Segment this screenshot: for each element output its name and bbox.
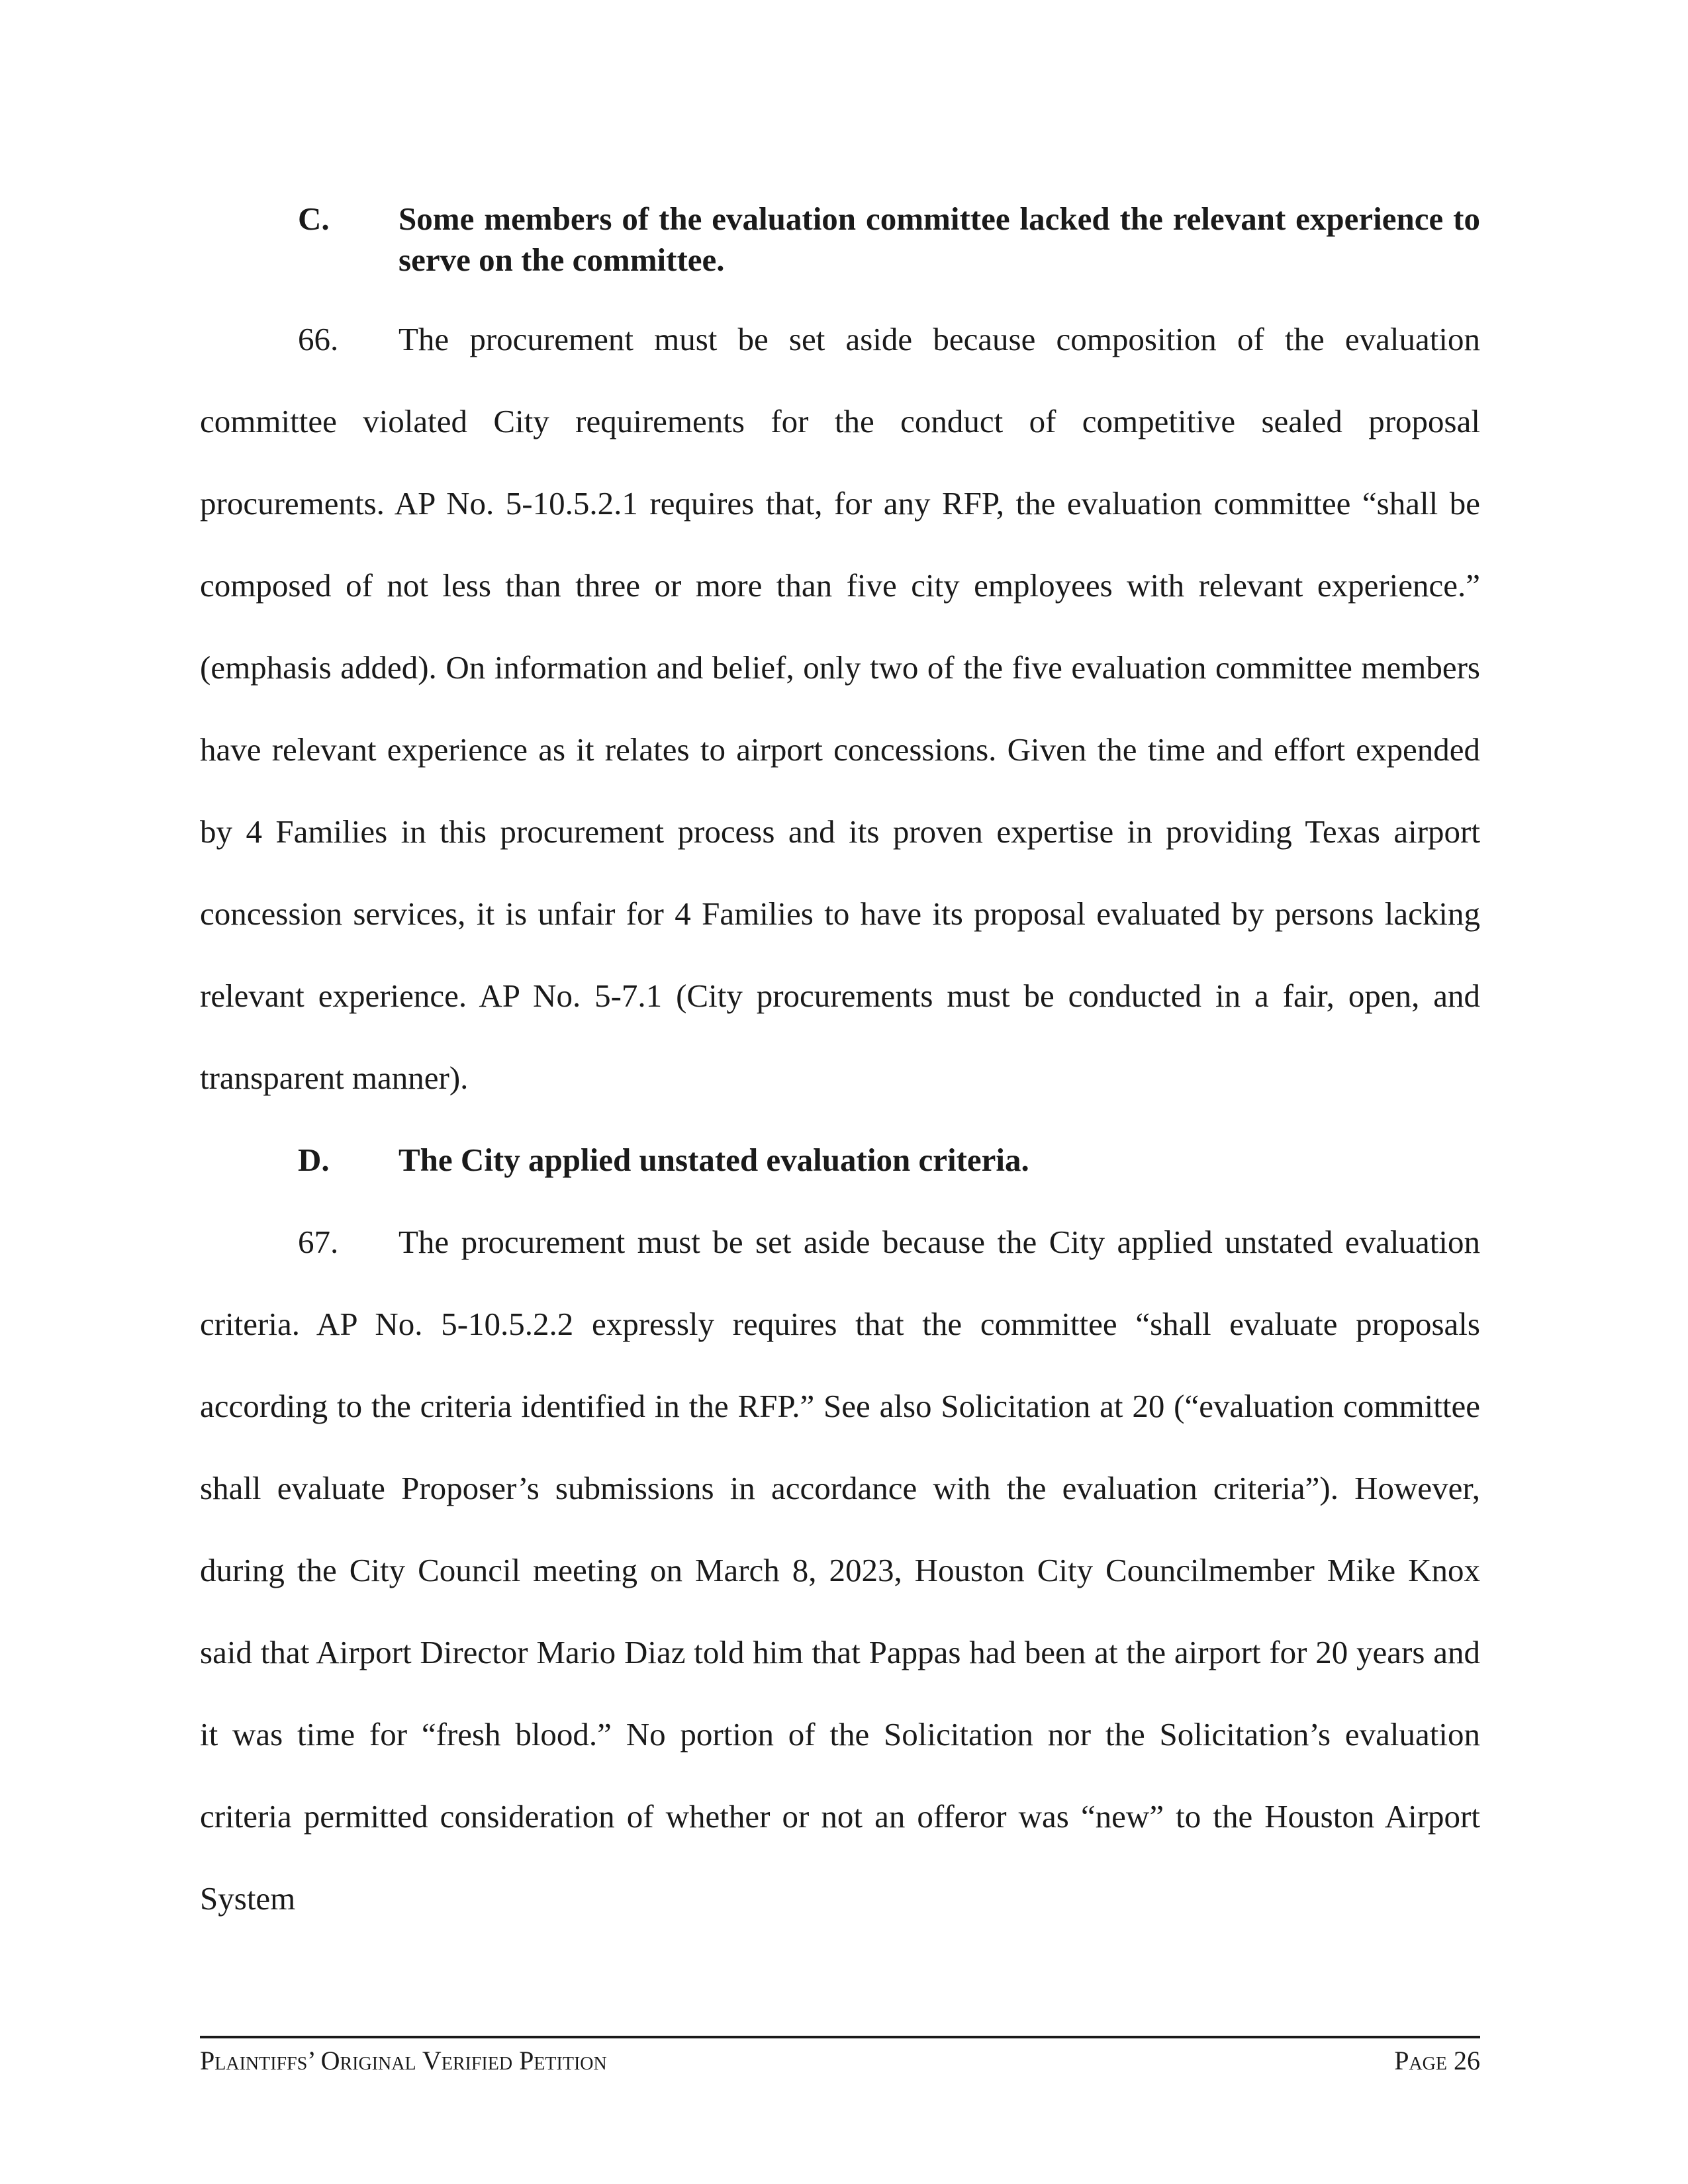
section-d-letter: D. (298, 1142, 330, 1178)
paragraph-67-text: The procurement must be set aside because the City applied unstated evaluation criteria. AP No. 5-10.5.2.2 expressly requires that the committee “shall evaluate proposals according to the criteria identified in the RFP.” See also Solicitation at 20 (“evaluation committee shall evaluate Proposer’s submissions in accordance with the evaluation criteria”). However, during the City Council meeting on March 8, 2023, Houston City Councilmember Mike Knox said that Airport Director Mario Diaz told him that Pappas had been at the airport for 20 years and it was time for “fresh blood.” No portion of the Solicitation nor the Solicitation’s evaluation criteria permitted consideration of whether or not an offeror was “new” to the Houston Airport System (200, 1224, 1480, 1917)
footer-page-number: Page 26 (1394, 2046, 1480, 2075)
paragraph-66-text: The procurement must be set aside because composition of the evaluation committee violated City requirements for the conduct of competitive sealed proposal procurements. AP No. 5-10.5.2.1 requires that, for any RFP, the evaluation committee “shall be composed of not less than three or more than five city employees with relevant experience.” (emphasis added). On information and belief, only two of the five evaluation committee members have relevant experience as it relates to airport concessions. Given the time and effort expended by 4 Families in this procurement process and its proven expertise in providing Texas airport concession services, it is unfair for 4 Families to have its proposal evaluated by persons lacking relevant experience. AP No. 5-7.1 (City procurements must be conducted in a fair, open, and transparent manner). (200, 321, 1480, 1096)
paragraph-67 (200, 1201, 1480, 1940)
section-c-letter: C. (298, 201, 330, 237)
footer-document-title: Plaintiffs’ Original Verified Petition (200, 2046, 607, 2075)
section-d-heading (298, 1140, 1480, 1181)
section-d-title: The City applied unstated evaluation criteria. (399, 1142, 1029, 1178)
paragraph-66-number: 66. (298, 321, 339, 357)
paragraph-66 (200, 298, 1480, 1119)
section-c-heading (298, 199, 1480, 281)
footer-divider (200, 2036, 1480, 2038)
section-c-title: Some members of the evaluation committee lacked the relevant experience to serve on the committee. (399, 201, 1480, 278)
paragraph-67-number: 67. (298, 1224, 339, 1260)
